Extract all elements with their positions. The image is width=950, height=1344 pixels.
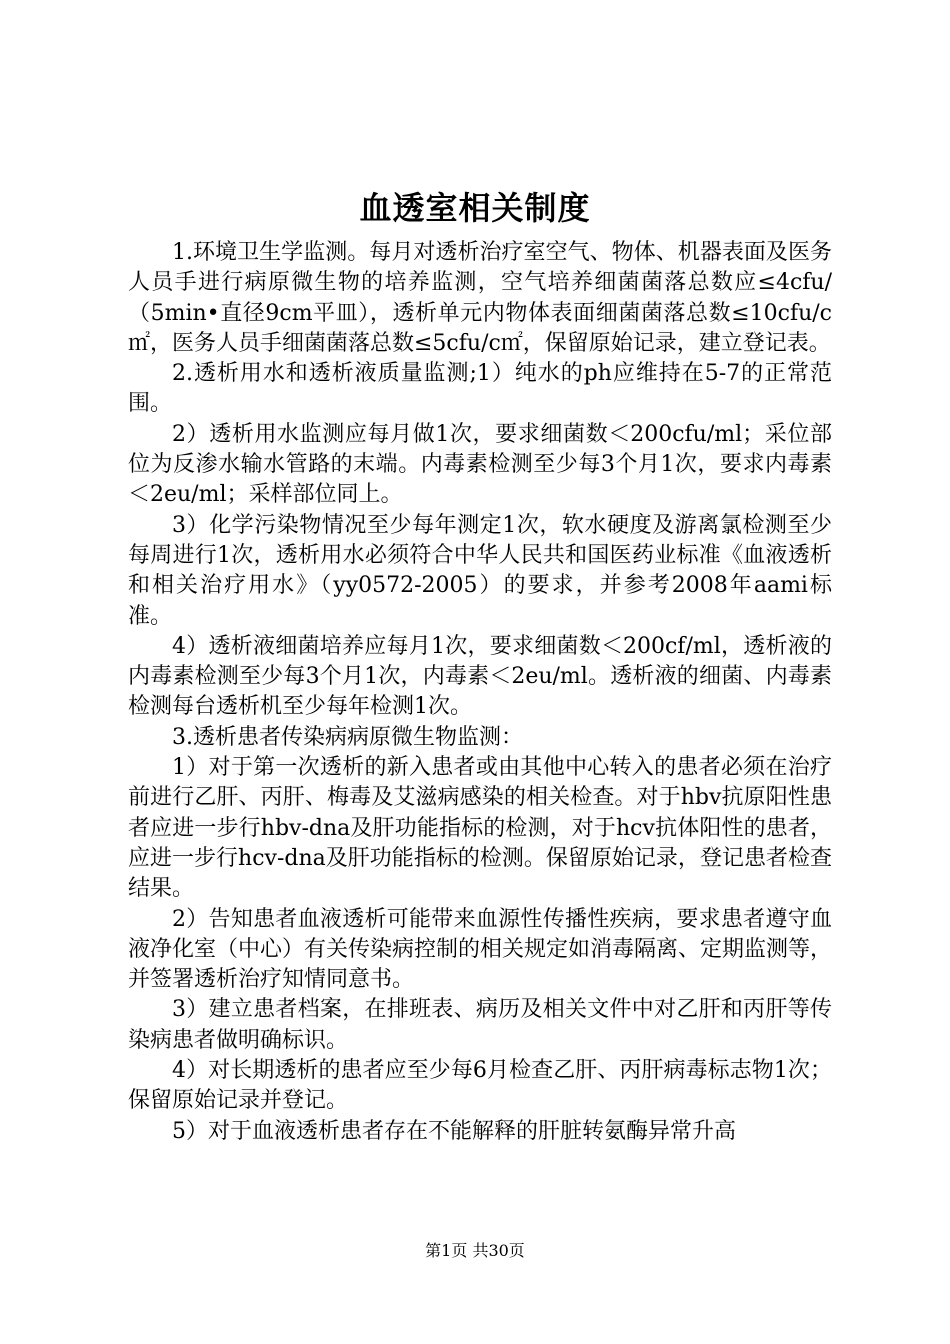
paragraph-dialysate-culture: 4）透析液细菌培养应每月1次，要求细菌数＜200cf/ml，透析液的内毒素检测至少每3个月1次，内毒素＜2eu/ml。透析液的细菌、内毒素检测每台透析机至少每年检测1次。	[128, 633, 832, 720]
paragraph-water-quality-intro: 2.透析用水和透析液质量监测;1）纯水的ph应维持在5-7的正常范围。	[128, 361, 832, 417]
paragraph-chemical-pollutants: 3）化学污染物情况至少每年测定1次，软水硬度及游离氯检测至少每周进行1次，透析用水必须符合中华人民共和国医药业标准《血液透析和相关治疗用水》（yy0572-2005）的要求，并参考2008年aami标准。	[128, 512, 832, 629]
page-footer: 第1页 共30页	[425, 1241, 525, 1260]
paragraph-water-monitoring: 2）透析用水监测应每月做1次，要求细菌数＜200cfu/ml；采位部位为反渗水输水管路的末端。内毒素检测至少每3个月1次，要求内毒素＜2eu/ml；采样部位同上。	[128, 421, 832, 508]
paragraph-new-patient-tests: 1）对于第一次透析的新入患者或由其他中心转入的患者必须在治疗前进行乙肝、丙肝、梅毒及艾滋病感染的相关检查。对于hbv抗原阳性患者应进一步行hbv-dna及肝功能指标的检测，对于hcv抗体阳性的患者，应进一步行hcv-dna及肝功能指标的检测。保留原始记录，登记患者检查结果。	[128, 755, 832, 902]
paragraph-infection-monitoring-heading: 3.透析患者传染病病原微生物监测：	[172, 724, 523, 750]
document-body	[128, 238, 832, 1147]
paragraph-transaminase: 5）对于血液透析患者存在不能解释的肝脏转氨酶异常升高	[172, 1118, 736, 1144]
paragraph-periodic-checks: 4）对长期透析的患者应至少每6月检查乙肝、丙肝病毒标志物1次；保留原始记录并登记。	[128, 1058, 832, 1114]
paragraph-environment-monitoring: 1.环境卫生学监测。每月对透析治疗室空气、物体、机器表面及医务人员手进行病原微生物的培养监测，空气培养细菌菌落总数应≤4cfu/（5min•直径9cm平皿），透析单元内物体表面细菌菌落总数≤10cfu/c㎡，医务人员手细菌菌落总数≤5cfu/c㎡，保留原始记录，建立登记表。	[128, 240, 832, 356]
paragraph-patient-notification: 2）告知患者血液透析可能带来血源性传播性疾病，要求患者遵守血液净化室（中心）有关传染病控制的相关规定如消毒隔离、定期监测等，并签署透析治疗知情同意书。	[128, 906, 833, 993]
document-title: 血透室相关制度	[359, 189, 591, 227]
paragraph-patient-records: 3）建立患者档案，在排班表、病历及相关文件中对乙肝和丙肝等传染病患者做明确标识。	[128, 997, 832, 1053]
